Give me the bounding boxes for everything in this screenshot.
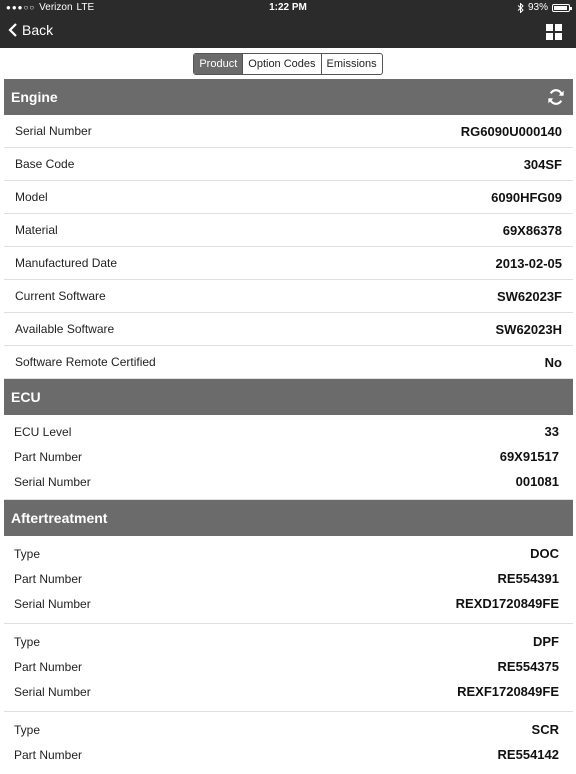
row-label: Serial Number (15, 124, 92, 138)
battery-percentage: 93% (527, 2, 548, 13)
list-item (4, 214, 573, 247)
row-label: Type (14, 634, 41, 649)
list-item (4, 148, 573, 181)
row-label: Base Code (15, 157, 75, 171)
battery-icon (552, 4, 570, 12)
row-label: Type (14, 546, 41, 561)
row-label: Part Number (14, 449, 83, 464)
list-item (4, 679, 573, 704)
list-item (4, 591, 573, 616)
section-title: Aftertreatment (11, 510, 108, 526)
list-item (4, 419, 573, 444)
bluetooth-icon (517, 3, 524, 13)
section-title: Engine (11, 89, 58, 105)
row-value: RE554391 (497, 571, 559, 586)
ecu-section-header (4, 379, 573, 415)
tab-emissions[interactable]: Emissions (321, 54, 382, 74)
row-value: RE554142 (497, 747, 559, 762)
row-label: Serial Number (14, 596, 91, 611)
row-value: REXD1720849FE (455, 596, 559, 611)
row-value: SCR (531, 722, 559, 737)
aftertreatment-group (4, 712, 573, 774)
list-item (4, 469, 573, 494)
row-value: 33 (544, 424, 559, 439)
list-item (4, 247, 573, 280)
row-value: RE554375 (497, 659, 559, 674)
list-item (4, 717, 573, 742)
list-item (4, 742, 573, 767)
grid-menu-icon[interactable] (546, 24, 562, 40)
status-time: 1:22 PM (269, 2, 307, 13)
chevron-left-icon (8, 22, 18, 38)
row-label: Software Remote Certified (15, 355, 156, 369)
row-value: RG6090U000140 (460, 123, 562, 139)
row-label: Current Software (15, 289, 106, 303)
row-value: 6090HFG09 (491, 189, 562, 205)
row-value: 69X86378 (502, 222, 562, 238)
row-label: ECU Level (14, 424, 72, 439)
product-details (4, 79, 573, 774)
row-value: DOC (530, 546, 559, 561)
network-type: LTE (76, 2, 95, 13)
aftertreatment-group (4, 624, 573, 712)
row-label: Manufactured Date (15, 256, 118, 270)
list-item (4, 444, 573, 469)
list-item (4, 541, 573, 566)
row-value: No (544, 354, 562, 370)
row-label: Model (15, 190, 48, 204)
row-label: Material (15, 223, 58, 237)
list-item (4, 654, 573, 679)
list-item (4, 280, 573, 313)
row-value: REXF1720849FE (457, 684, 559, 699)
list-item (4, 181, 573, 214)
row-label: Part Number (14, 659, 83, 674)
tab-product[interactable]: Product (194, 54, 242, 74)
row-value: 001081 (515, 474, 559, 489)
back-label: Back (22, 22, 54, 38)
engine-section-header (4, 79, 573, 115)
section-title: ECU (11, 389, 41, 405)
row-label: Type (14, 722, 41, 737)
tab-bar (0, 53, 576, 75)
battery-level-fill (554, 6, 567, 10)
segmented-control (193, 53, 382, 75)
aftertreatment-section-header (4, 500, 573, 536)
row-label: Serial Number (14, 474, 91, 489)
row-value: SW62023H (495, 321, 562, 337)
navigation-bar (0, 16, 576, 48)
row-value: SW62023F (496, 288, 562, 304)
aftertreatment-group (4, 536, 573, 624)
engine-rows (4, 115, 573, 379)
row-value: 2013-02-05 (495, 255, 562, 271)
carrier-name: Verizon (39, 2, 73, 13)
row-value: DPF (533, 634, 559, 649)
row-value: 304SF (523, 156, 562, 172)
row-label: Part Number (14, 747, 83, 762)
row-value: 69X91517 (499, 449, 559, 464)
refresh-icon[interactable] (547, 88, 565, 106)
back-button[interactable] (8, 22, 53, 38)
row-label: Serial Number (14, 684, 91, 699)
status-bar (0, 0, 576, 16)
list-item (4, 313, 573, 346)
signal-strength-icon: ●●●○○ (6, 3, 36, 12)
list-item (4, 629, 573, 654)
list-item (4, 346, 573, 379)
list-item (4, 115, 573, 148)
list-item (4, 566, 573, 591)
row-label: Available Software (15, 322, 115, 336)
ecu-group (4, 415, 573, 500)
tab-option-codes[interactable]: Option Codes (242, 54, 320, 74)
row-label: Part Number (14, 571, 83, 586)
